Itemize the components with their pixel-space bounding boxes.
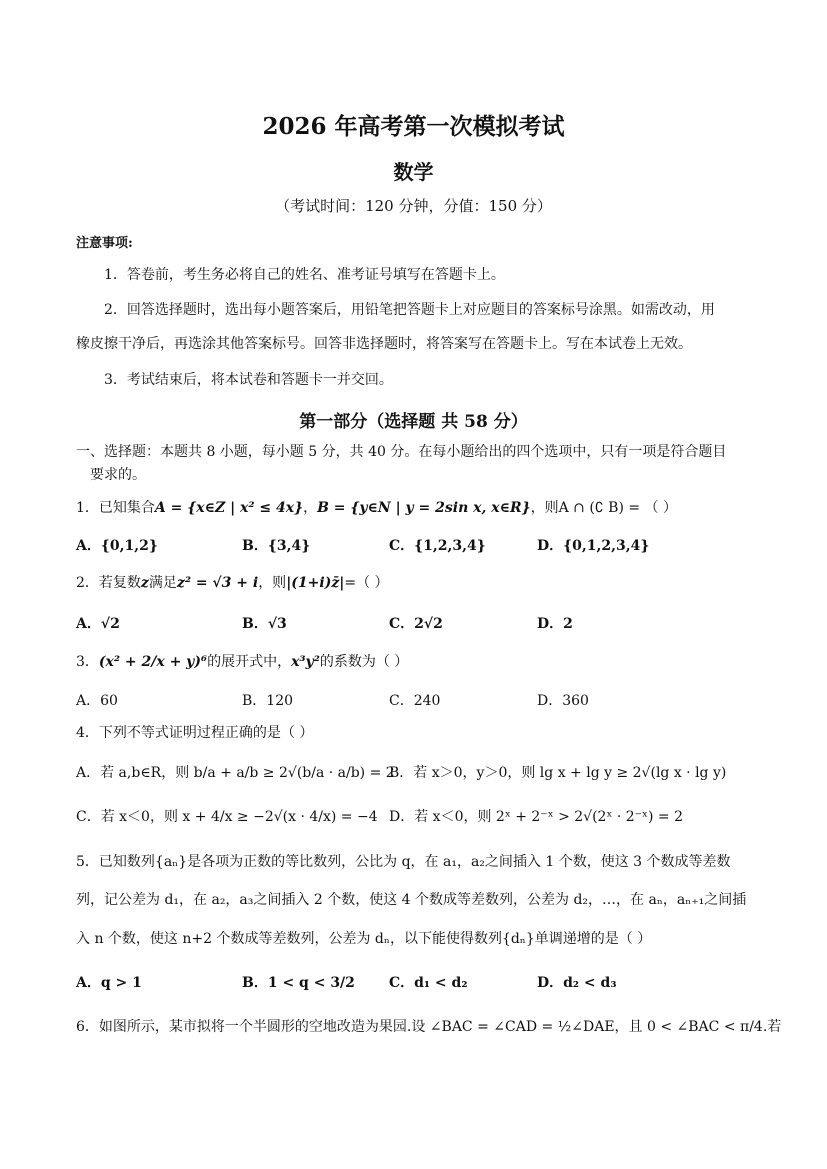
part1-instruction-line1: 一、选择题：本题共 8 小题，每小题 5 分，共 40 分。在每小题给出的四个选项中，只有一项是符合题目 [76, 444, 727, 460]
q1-set-b: B = {y∈N | y = 2sin x, x∈R} [317, 500, 531, 516]
q2-var: z [140, 575, 149, 591]
part1-instruction-line2: 要求的。 [90, 467, 146, 483]
question-5-line3: 入 n 个数，使这 n+2 个数成等差数列，公差为 dₙ，以下能使得数列{dₙ}单调递增的是（ ） [76, 931, 652, 947]
q4-option-d: D．若 x＜0，则 2ˣ + 2⁻ˣ > 2√(2ˣ · 2⁻ˣ) = 2 [389, 809, 683, 825]
q1-comma: ， [303, 500, 318, 516]
q3-option-d: D．360 [537, 693, 589, 709]
q4-option-b: B．若 x＞0，y＞0，则 lg x + lg y ≥ 2√(lg x · lg y) [389, 765, 727, 781]
exam-info: （考试时间：120 分钟，分值：150 分） [275, 197, 552, 215]
notice-item-2-line1: 2．回答选择题时，选出每小题答案后，用铅笔把答题卡上对应题目的答案标号涂黑。如需改动，用 [104, 302, 715, 318]
q5-option-d: D．d₂ < d₃ [537, 975, 617, 991]
notice-item-2-line2: 橡皮擦干净后，再选涂其他答案标号。回答非选择题时，将答案写在答题卡上。写在本试卷上无效。 [76, 336, 692, 352]
q2-prefix: 2．若复数 [76, 575, 141, 591]
q5-option-a: A．q > 1 [76, 975, 142, 991]
q4-option-a: A．若 a,b∈R，则 b/a + a/b ≥ 2√(b/a · a/b) = 2 [76, 765, 395, 781]
q2-expression: |(1+i)z̄| [286, 575, 345, 591]
q5-option-c: C．d₁ < d₂ [389, 975, 468, 991]
part1-title: 第一部分（选择题 共 58 分） [299, 412, 528, 432]
q2-option-b: B．√3 [242, 616, 287, 632]
q1-option-a: A．{0,1,2} [76, 538, 158, 554]
q2-condition: z² = √3 + i [176, 575, 259, 591]
question-5-line1: 5．已知数列{aₙ}是各项为正数的等比数列，公比为 q，在 a₁，a₂之间插入 1 个数，使这 3 个数成等差数 [76, 854, 731, 870]
q1-option-c: C．{1,2,3,4} [389, 538, 486, 554]
q3-expression: (x² + 2/x + y)⁶ [98, 654, 208, 670]
q1-option-d: D．{0,1,2,3,4} [537, 538, 650, 554]
question-3-stem [76, 651, 408, 671]
q2-option-c: C．2√2 [389, 616, 443, 632]
question-1-stem [76, 497, 677, 517]
q3-option-b: B．120 [242, 693, 294, 709]
q2-option-d: D．2 [537, 616, 573, 632]
q3-prefix: 3． [76, 654, 99, 670]
question-4-stem: 4．下列不等式证明过程正确的是（ ） [76, 725, 314, 741]
notice-heading: 注意事项: [76, 236, 133, 251]
q3-suffix: 的系数为（ ） [319, 654, 409, 670]
q3-term: x³y² [291, 654, 320, 670]
notice-item-1: 1．答卷前，考生务必将自己的姓名、准考证号填写在答题卡上。 [104, 267, 505, 283]
q1-prefix: 1．已知集合 [76, 500, 155, 516]
q2-then: ，则 [258, 575, 287, 591]
question-6-line1: 6．如图所示，某市拟将一个半圆形的空地改造为果园.设 ∠BAC = ∠CAD = ½∠DAE，且 0 < ∠BAC < π/4.若 [76, 1019, 782, 1035]
q3-option-a: A．60 [76, 693, 118, 709]
q2-suffix: =（ ） [344, 575, 389, 591]
q1-suffix: ，则A ∩ (∁ B) = （ ） [530, 500, 677, 516]
subject-title: 数学 [393, 160, 434, 184]
q3-option-c: C．240 [389, 693, 441, 709]
q2-middle: 满足 [148, 575, 177, 591]
exam-title: 2026 年高考第一次模拟考试 [262, 113, 565, 140]
q1-set-a: A = {x∈Z | x² ≤ 4x} [154, 500, 304, 516]
q1-option-b: B．{3,4} [242, 538, 311, 554]
notice-item-3: 3．考试结束后，将本试卷和答题卡一并交回。 [104, 372, 393, 388]
q4-option-c: C．若 x＜0，则 x + 4/x ≥ −2√(x · 4/x) = −4 [76, 809, 378, 825]
q5-option-b: B．1 < q < 3/2 [242, 975, 355, 991]
question-2-stem [76, 572, 389, 592]
q2-option-a: A．√2 [76, 616, 120, 632]
q3-middle: 的展开式中， [207, 654, 292, 670]
question-5-line2: 列，记公差为 d₁，在 a₂，a₃之间插入 2 个数，使这 4 个数成等差数列，公差为 d₂，…，在 aₙ，aₙ₊₁之间插 [76, 892, 747, 908]
